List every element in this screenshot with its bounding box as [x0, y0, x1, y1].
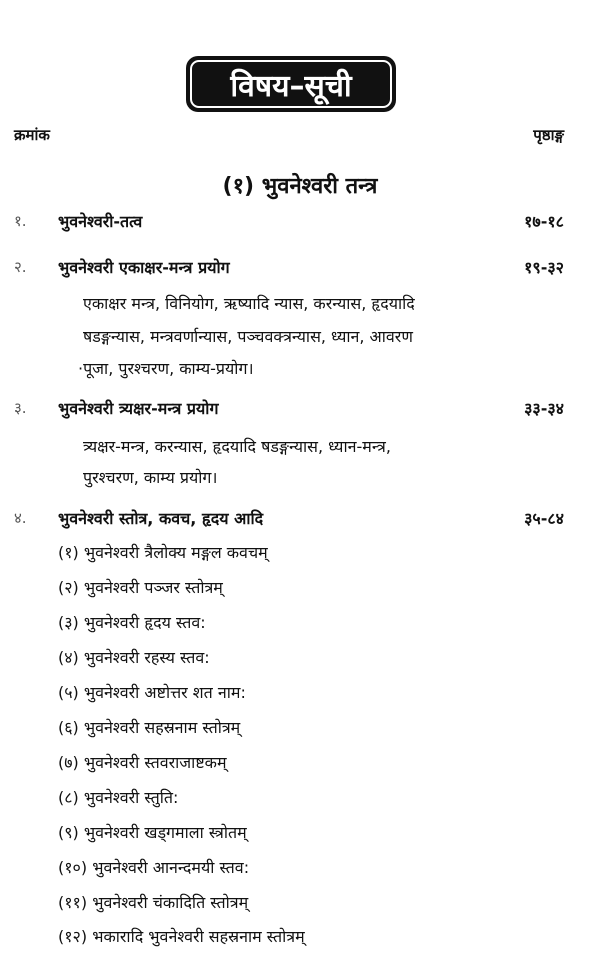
subitem: (६) भुवनेश्वरी सहस्रनाम स्तोत्रम् — [58, 718, 241, 737]
item-description-line: ·पूजा, पुरश्चरण, काम्य-प्रयोग। — [78, 359, 254, 378]
serial-header: क्रमांक — [14, 126, 50, 144]
item-title: भुवनेश्वरी-तत्व — [58, 212, 143, 231]
item-title: भुवनेश्वरी स्तोत्र, कवच, हृदय आदि — [58, 509, 264, 528]
subitem: (३) भुवनेश्वरी हृदय स्तव: — [58, 613, 206, 632]
item-title: भुवनेश्वरी त्र्यक्षर-मन्त्र प्रयोग — [58, 399, 219, 418]
subitem: (४) भुवनेश्वरी रहस्य स्तव: — [58, 648, 210, 667]
page-title: विषय–सूची — [190, 60, 392, 108]
title-box — [186, 56, 396, 112]
item-description-line: षडङ्गन्यास, मन्त्रवर्णान्यास, पञ्चवक्त्रन्यास, ध्यान, आवरण — [83, 327, 413, 346]
item-title: भुवनेश्वरी एकाक्षर-मन्त्र प्रयोग — [58, 258, 230, 277]
item-pages: ३५-८४ — [524, 509, 564, 528]
subitem: (९) भुवनेश्वरी खड्गमाला स्त्रोतम् — [58, 823, 247, 842]
subitem: (१०) भुवनेश्वरी आनन्दमयी स्तव: — [58, 858, 250, 877]
subitem: (१) भुवनेश्वरी त्रैलोक्य मङ्गल कवचम् — [58, 543, 268, 562]
subitem: (८) भुवनेश्वरी स्तुति: — [58, 788, 179, 807]
subitem: (७) भुवनेश्वरी स्तवराजाष्टकम् — [58, 753, 227, 772]
item-description-line: त्र्यक्षर-मन्त्र, करन्यास, हृदयादि षडङ्गन्यास, ध्यान-मन्त्र, — [83, 437, 391, 456]
subitem: (१२) भकारादि भुवनेश्वरी सहस्रनाम स्तोत्रम् — [58, 927, 305, 946]
subitem: (५) भुवनेश्वरी अष्टोत्तर शत नाम: — [58, 683, 246, 702]
item-pages: ३३-३४ — [524, 399, 564, 418]
item-number: ४. — [14, 509, 27, 527]
page-header: पृष्ठाङ्ग — [533, 126, 564, 144]
item-number: ३. — [14, 399, 27, 417]
subitem: (२) भुवनेश्वरी पञ्जर स्तोत्रम् — [58, 578, 223, 597]
item-description-line: पुरश्चरण, काम्य प्रयोग। — [83, 468, 218, 487]
subitem: (११) भुवनेश्वरी चंकादिति स्तोत्रम् — [58, 893, 249, 912]
section-heading: (१) भुवनेश्वरी तन्त्र — [222, 174, 378, 199]
item-number: १. — [14, 212, 27, 230]
item-pages: १७-१८ — [524, 212, 564, 231]
item-description-line: एकाक्षर मन्त्र, विनियोग, ऋष्यादि न्यास, करन्यास, हृदयादि — [83, 294, 415, 313]
item-pages: १९-३२ — [524, 258, 564, 277]
item-number: २. — [14, 258, 27, 276]
